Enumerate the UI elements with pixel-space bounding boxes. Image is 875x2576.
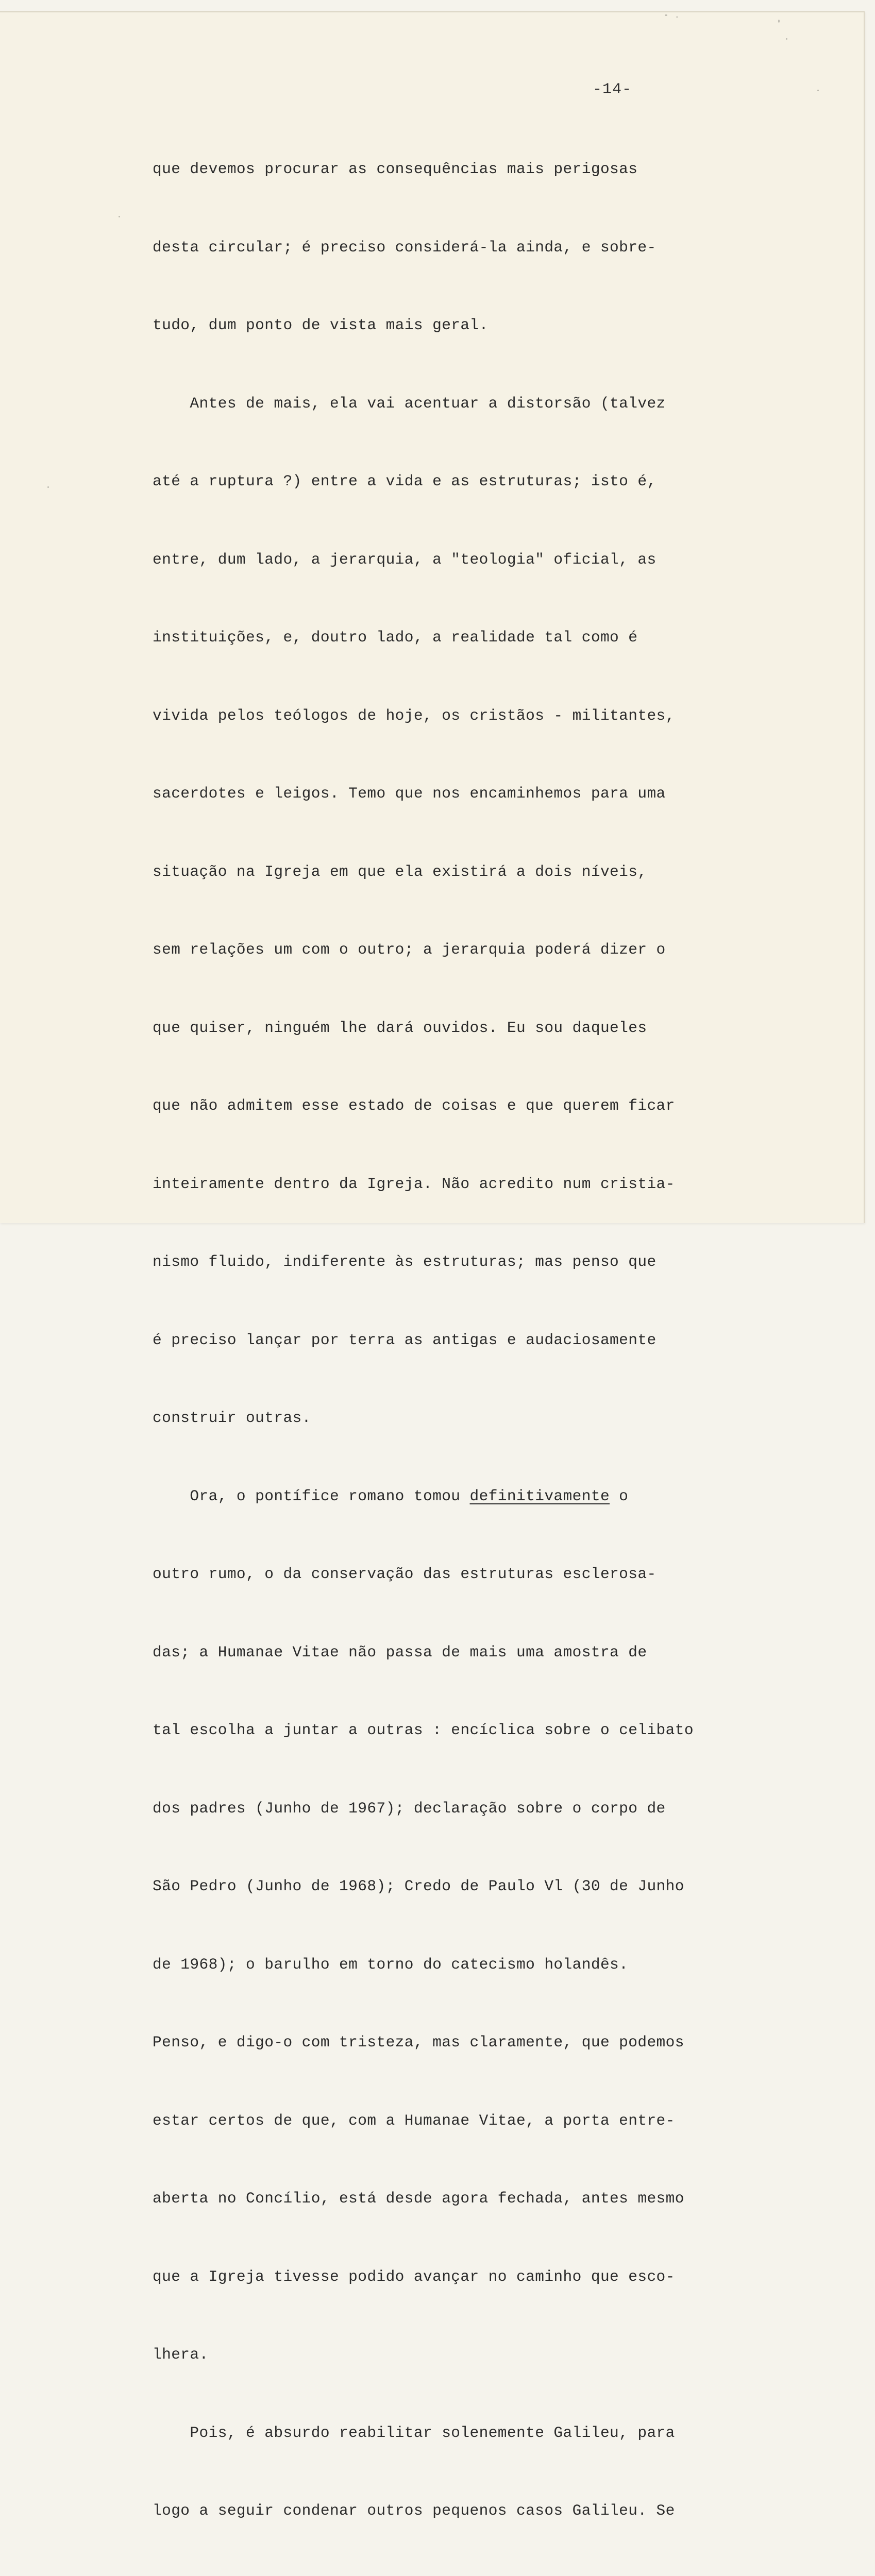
text-line: estar certos de que, com a Humanae Vitae, a porta entre- [153,2108,838,2134]
text-line: tal escolha a juntar a outras : encíclica sobre o celibato [153,1717,838,1743]
text-line: situação na Igreja em que ela existirá a dois níveis, [153,859,838,885]
text-line: é preciso lançar por terra as antigas e audaciosamente [153,1327,838,1353]
text-line: de 1968); o barulho em torno do catecismo holandês. [153,1952,838,1978]
text-line: lhera. [153,2342,838,2368]
paper-speck [47,486,49,488]
text-line: que quiser, ninguém lhe dará ouvidos. Eu sou daqueles [153,1015,838,1041]
paper-speck [676,16,678,18]
text-line: aberta no Concílio, está desde agora fechada, antes mesmo [153,2185,838,2212]
paper-speck [786,38,787,40]
text-line: Pois, é absurdo reabilitar solenemente Galileu, para [153,2420,838,2446]
text-line: entre, dum lado, a jerarquia, a "teologia" oficial, as [153,547,838,573]
text-line: tudo, dum ponto de vista mais geral. [153,312,838,338]
text-line: sacerdotes e leigos. Temo que nos encaminhemos para uma [153,781,838,807]
text-line: Antes de mais, ela vai acentuar a distorsão (talvez [153,391,838,417]
underlined-word: definitivamente [470,1487,610,1505]
paper-speck [119,216,120,217]
text-line: nismo fluido, indiferente às estruturas; mas penso que [153,1249,838,1275]
paper-speck [665,14,667,16]
text-line: que a Igreja tivesse podido avançar no caminho que esco- [153,2264,838,2290]
body-text [153,104,838,2576]
text-line: que não admitem esse estado de coisas e que querem ficar [153,1093,838,1119]
text-line: sem relações um com o outro; a jerarquia poderá dizer o [153,937,838,963]
text-segment: o [610,1487,628,1505]
text-line: inteiramente dentro da Igreja. Não acredito num cristia- [153,1171,838,1197]
text-line: Penso, e digo-o com tristeza, mas claramente, que podemos [153,2029,838,2056]
text-line: que devemos procurar as consequências mais perigosas [153,156,838,182]
text-line: dos padres (Junho de 1967); declaração sobre o corpo de [153,1795,838,1822]
text-line: desta circular; é preciso considerá-la ainda, e sobre- [153,234,838,261]
text-line-with-underline [153,1483,838,1510]
text-segment: Ora, o pontífice romano tomou [153,1487,470,1505]
text-line: das; a Humanae Vitae não passa de mais uma amostra de [153,1639,838,1666]
page-number: -14- [593,81,632,98]
text-line: logo a seguir condenar outros pequenos casos Galileu. Se [153,2498,838,2524]
text-line: São Pedro (Junho de 1968); Credo de Paulo Vl (30 de Junho [153,1873,838,1900]
text-line: instituições, e, doutro lado, a realidade tal como é [153,624,838,651]
text-line: construir outras. [153,1405,838,1431]
text-line: outro rumo, o da conservação das estruturas esclerosa- [153,1561,838,1587]
paper-speck [817,90,819,91]
text-line: até a ruptura ?) entre a vida e as estruturas; isto é, [153,468,838,495]
text-line: vivida pelos teólogos de hoje, os cristãos - militantes, [153,703,838,729]
paper-sheet [0,11,865,1223]
paper-speck [778,20,780,23]
